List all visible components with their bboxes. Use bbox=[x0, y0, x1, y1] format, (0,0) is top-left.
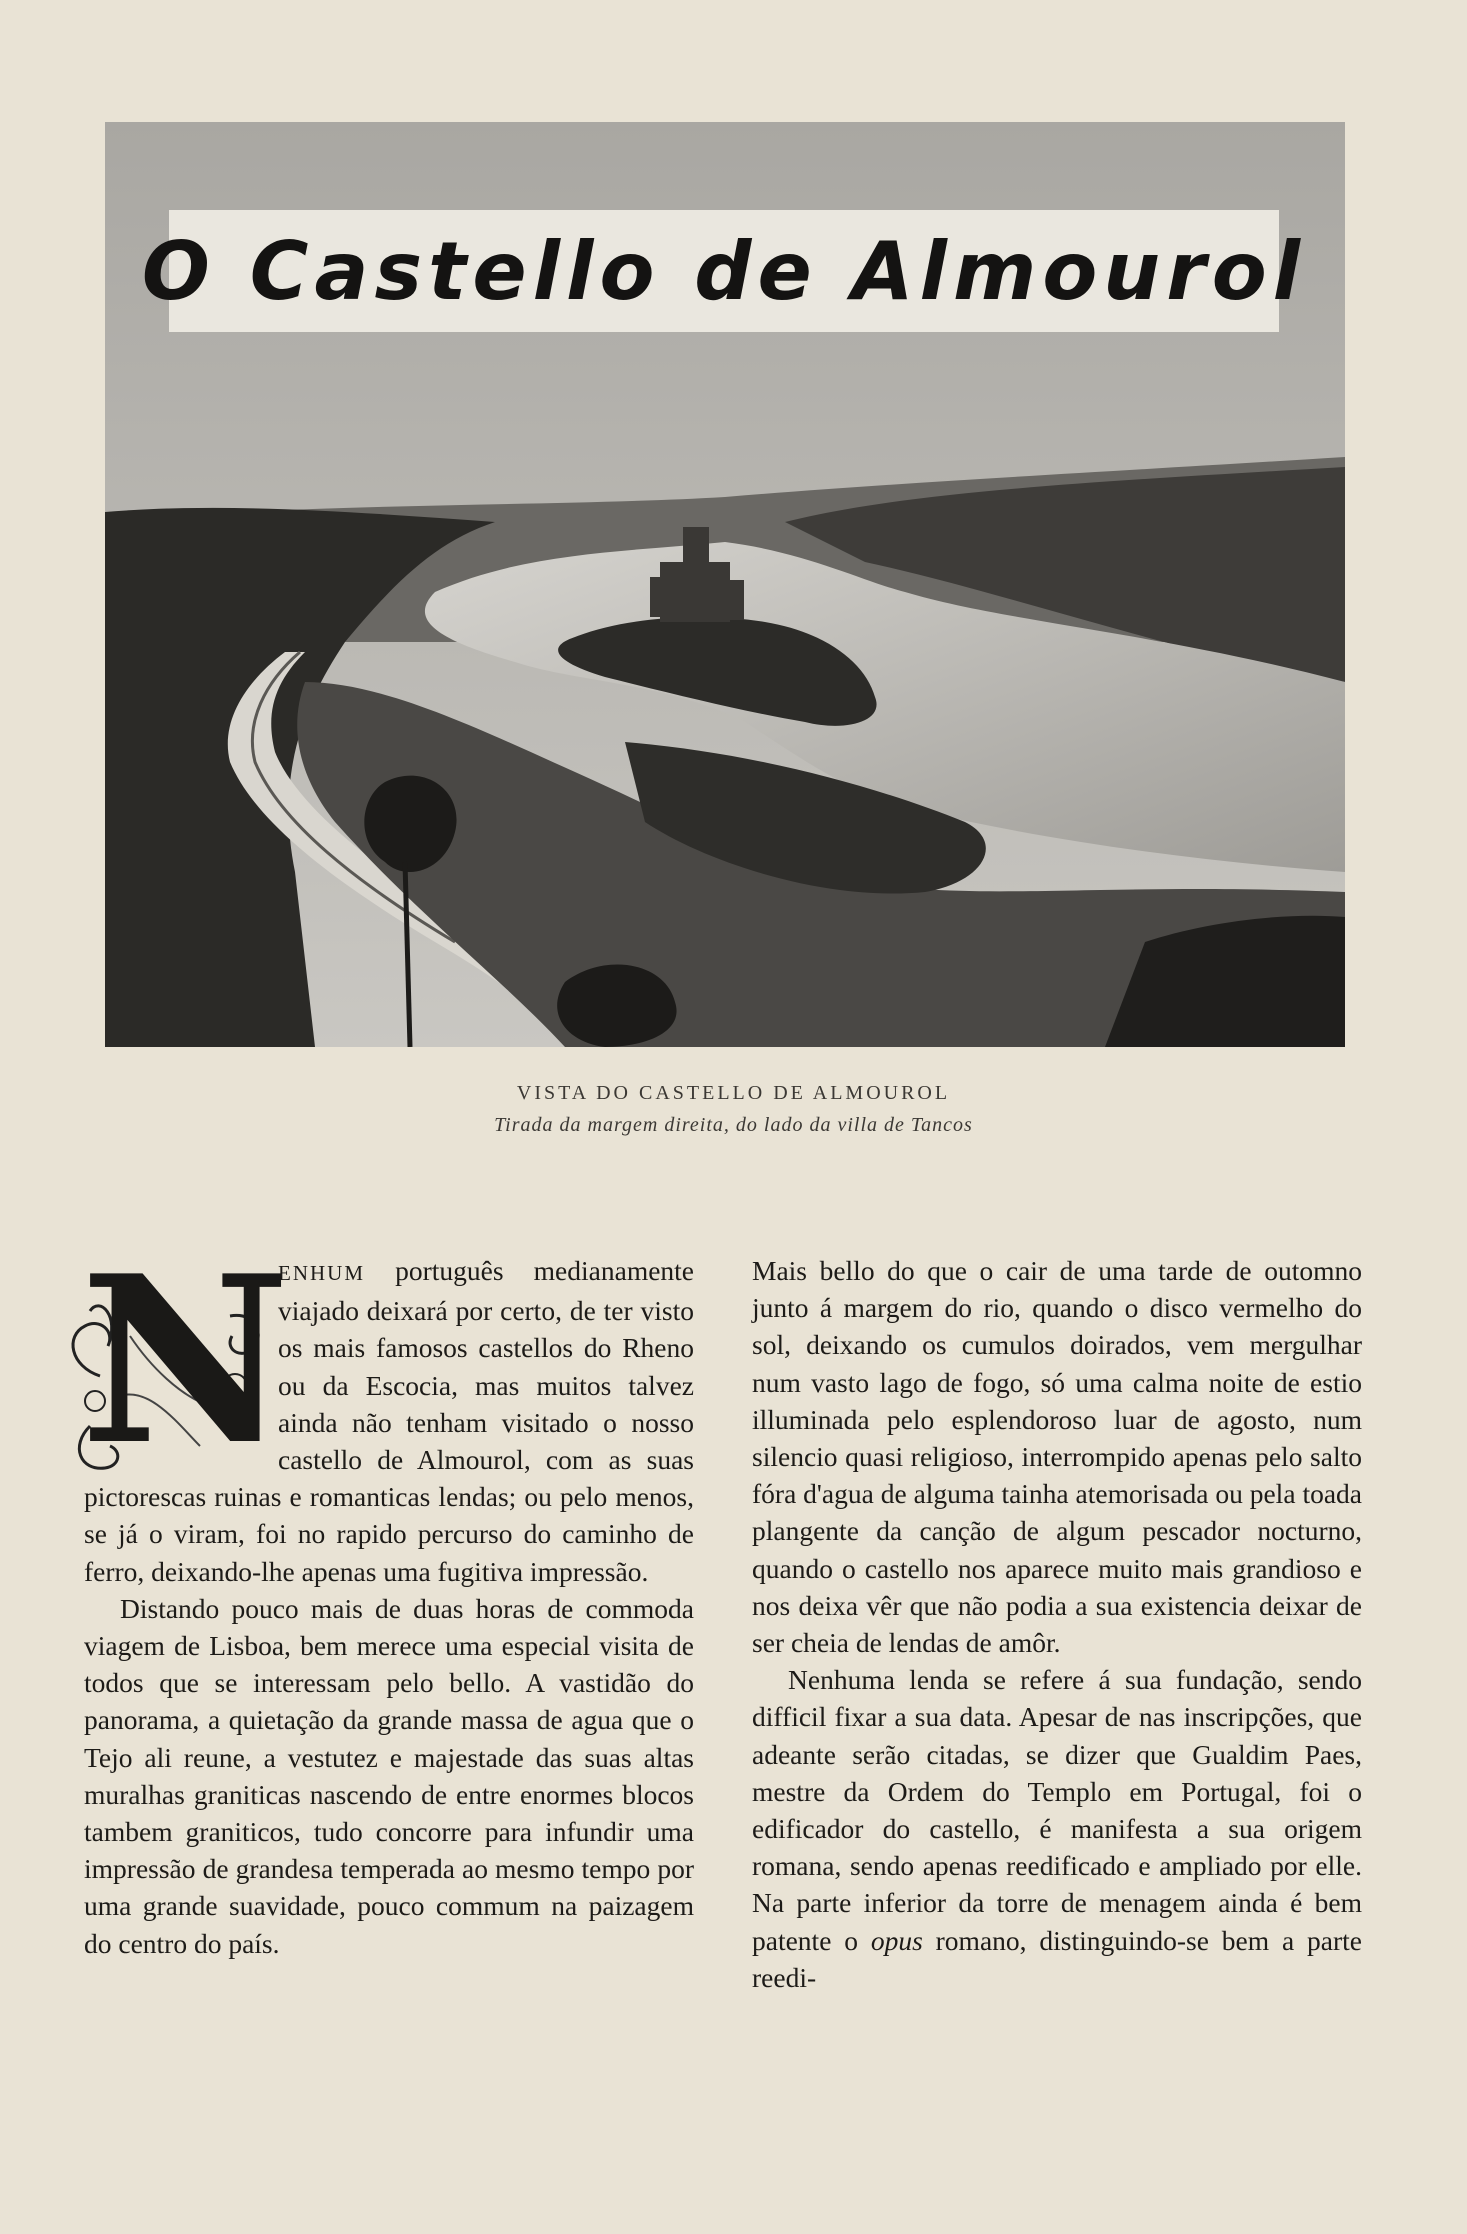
title-panel bbox=[141, 210, 1307, 332]
photo-caption: VISTA DO CASTELLO DE ALMOUROL bbox=[516, 1082, 951, 1104]
paragraph-4-italic: opus bbox=[870, 1924, 923, 1956]
left-column bbox=[80, 1226, 695, 1962]
paragraph-1-text: português medianamente viajado deixará por certo, de ter visto os mais famosos castellos do Rheno ou da Escocia, mas muitos talvez ainda não tenham visitado o nosso castello de Almourol, com as suas pictorescas ruinas e romanticas lendas; ou pelo menos, se já o viram, foi no rapido percurso do caminho de ferro, deixando-lhe apenas uma fugitiva impressão. bbox=[84, 1255, 695, 1587]
paragraph-4 bbox=[752, 1661, 1362, 1996]
paragraph-3: Mais bello do que o cair de uma tarde de outomno junto á margem do rio, quando o disco vermelho do sol, deixando os cumulos doirados, vem mergulhar num vasto lago de fogo, só uma calma noite de estio illuminada pelo esplendoroso luar de agosto, num silencio quasi religioso, interrompido apenas pelo salto fóra d'agua de alguma tainha atemorisada ou pela toada plangente da canção de algum pescador nocturno, quando o castello nos aparece muito mais grandioso e nos deixa vêr que não podia a sua existencia deixar de ser cheia de lendas de amôr. bbox=[752, 1255, 1362, 1659]
dropcap-letter: N bbox=[80, 1226, 291, 1496]
castle-photograph bbox=[105, 122, 1345, 1047]
photo-subcaption: Tirada da margem direita, do lado da villa de Tancos bbox=[494, 1114, 973, 1136]
opening-word: ENHUM bbox=[278, 1261, 365, 1285]
paragraph-4-start: Nenhuma lenda se refere á sua fundação, sendo difficil fixar a sua data. Apesar de nas inscripções, que adeante serão citadas, se dizer que Gualdim Paes, mestre da Ordem do Templo em Portugal, foi o edificador do castello, é manifesta a sua origem romana, sendo apenas reedificado e ampliado por elle. Na parte inferior da torre de menagem ainda é bem patente o bbox=[752, 1664, 1362, 1956]
right-column bbox=[752, 1252, 1362, 1996]
paragraph-2: Distando pouco mais de duas horas de commoda viagem de Lisboa, bem merece uma especial visita de todos que se interessam pelo bello. A vastidão do panorama, a quietação da grande massa de agua que o Tejo ali reune, a vestutez e majestade das suas altas muralhas graniticas nascendo de entre enormes blocos tambem graniticos, tudo concorre para infundir uma impressão de grandesa temperada ao mesmo tempo por uma grande suavidade, pouco commum na paizagem do centro do país. bbox=[84, 1592, 694, 1959]
paragraph-4-end: romano, distinguindo-se bem a parte reedi- bbox=[752, 1924, 1362, 1993]
page-title: O Castello de Almourol bbox=[141, 224, 1307, 318]
ornamental-dropcap bbox=[60, 1226, 291, 1496]
